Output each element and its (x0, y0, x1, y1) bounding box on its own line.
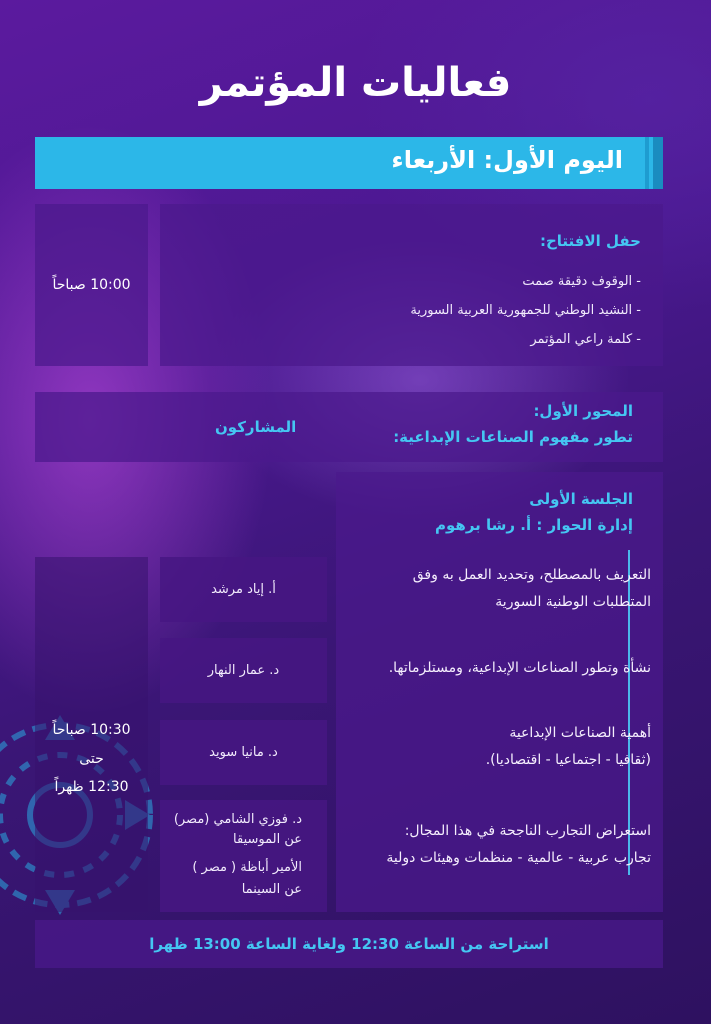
session-time-until: حتى (79, 751, 104, 767)
speaker-4-topic: عن الموسيقا (233, 832, 302, 847)
topic-3-line-1: أهمية الصناعات الإبداعية (509, 725, 651, 741)
break-bar (35, 920, 663, 968)
speaker-cell-3 (160, 720, 327, 785)
opening-details-cell (160, 204, 663, 366)
session-time-end: 12:30 ظهراً (54, 779, 129, 795)
speaker-cell-2 (160, 638, 327, 703)
session-time-start: 10:30 صباحاً (52, 722, 131, 738)
page-title: فعاليات المؤتمر (199, 60, 512, 106)
speaker-cell-4 (160, 800, 327, 912)
session-title: الجلسة الأولى (529, 490, 633, 508)
speaker-4-name: د. فوزي الشامي (مصر) (173, 812, 302, 827)
opening-time: 10:00 صباحاً (52, 277, 131, 293)
speaker-5-name: الأمير أباظة ( مصر ) (192, 860, 302, 875)
topic-2 (371, 655, 651, 682)
speaker-cell-1 (160, 557, 327, 622)
topic-3 (371, 720, 651, 774)
speaker-3: د. مانيا سويد (209, 745, 278, 760)
opening-time-cell (35, 204, 148, 366)
break-text: استراحة من الساعة 12:30 ولغاية الساعة 13:00 ظهرا (149, 935, 549, 953)
opening-item-2: - النشيد الوطني للجمهورية العربية السورية (410, 303, 641, 318)
speaker-2: د. عمار النهار (207, 663, 280, 678)
session-time-cell (35, 557, 148, 912)
axis-label: المحور الأول: (533, 402, 633, 420)
axis-title: تطور مفهوم الصناعات الإبداعية: (393, 428, 633, 446)
axis-header (35, 392, 663, 462)
session-moderator: إدارة الحوار : أ. رشا برهوم (435, 516, 633, 534)
topic-1-line-1: التعريف بالمصطلح، وتحديد العمل به وفق (412, 567, 651, 583)
opening-heading: حفل الافتتاح: (539, 232, 641, 250)
topic-4-line-2: تجارب عربية - عالمية - منظمات وهيئات دولية (386, 850, 651, 866)
topic-2-line-1: نشأة وتطور الصناعات الإبداعية، ومستلزماتها. (388, 660, 651, 676)
topic-4 (371, 818, 651, 872)
day-header (35, 137, 663, 189)
topic-4-line-1: استعراض التجارب الناجحة في هذا المجال: (404, 823, 651, 839)
opening-item-3: - كلمة راعي المؤتمر (530, 332, 641, 347)
opening-item-1: - الوقوف دقيقة صمت (522, 274, 641, 289)
topic-1 (371, 562, 651, 616)
day-header-stripe-inner (645, 137, 649, 189)
topic-1-line-2: المتطلبات الوطنية السورية (495, 594, 651, 610)
speaker-5-topic: عن السينما (241, 882, 302, 897)
speaker-1: أ. إياد مرشد (211, 582, 276, 597)
day-title: اليوم الأول: الأربعاء (391, 146, 623, 174)
day-header-stripe (653, 137, 663, 189)
participants-label: المشاركون (215, 418, 297, 436)
topic-3-line-2: (ثقافيا - اجتماعيا - اقتصاديا). (485, 752, 651, 768)
